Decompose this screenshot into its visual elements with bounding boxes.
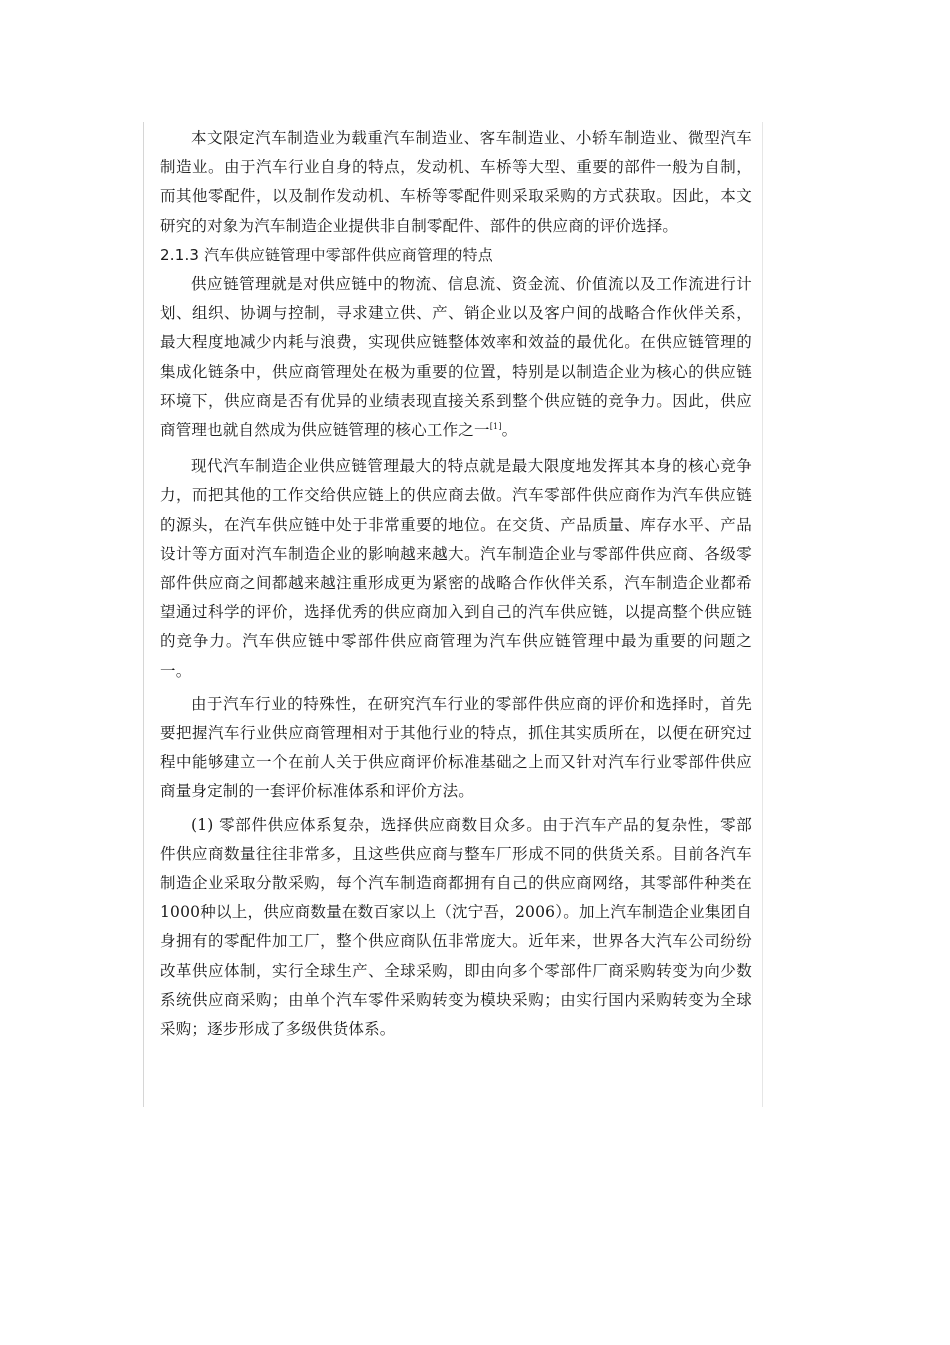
section-heading (160, 241, 752, 270)
paragraph-modern-supply-chain: 现代汽车制造企业供应链管理最大的特点就是最大限度地发挥其本身的核心竞争力，而把其他的工作交给供应链上的供应商去做。汽车零部件供应商作为汽车供应链的源头，在汽车供应链中处于非常重要的地位。在交货、产品质量、库存水平、产品设计等方面对汽车制造企业的影响越来越大。汽车制造企业与零部件供应商、各级零部件供应商之间都越来越注重形成更为紧密的战略合作伙伴关系，汽车制造企业都希望通过科学的评价，选择优秀的供应商加入到自己的汽车供应链，以提高整个供应链的竞争力。汽车供应链中零部件供应商管理为汽车供应链管理中最为重要的问题之一。 (160, 457, 752, 680)
paragraph-industry-characteristics: 由于汽车行业的特殊性，在研究汽车行业的零部件供应商的评价和选择时，首先要把握汽车行业供应商管理相对于其他行业的特点，抓住其实质所在，以便在研究过程中能够建立一个在前人关于供应商评价标准基础之上而又针对汽车行业零部件供应商量身定制的一套评价标准体系和评价方法。 (160, 694, 752, 801)
citation-reference: [1] (489, 421, 502, 431)
document-body (160, 124, 752, 1044)
paragraph-text: 供应链管理就是对供应链中的物流、信息流、资金流、价值流以及工作流进行计划、组织、协调与控制，寻求建立供、产、销企业以及客户间的战略合作伙伴关系，最大程度地减少内耗与浪费，实现供应链整体效率和效益的最优化。在供应链管理的集成化链条中，供应商管理处在极为重要的位置，特别是以制造企业为核心的供应链环境下，供应商是否有优异的业绩表现直接关系到整个供应链的竞争力。因此，供应商管理也就自然成为供应链管理的核心工作之一 (160, 275, 752, 440)
section-number: 2.1.3 (160, 245, 200, 264)
paragraph-supply-chain-management (160, 270, 752, 445)
paragraph-point-one: (1) 零部件供应体系复杂，选择供应商数目众多。由于汽车产品的复杂性，零部件供应商数量往往非常多，且这些供应商与整车厂形成不同的供货关系。目前各汽车制造企业采取分散采购，每个汽车制造商都拥有自己的供应商网络，其零部件种类在1000种以上，供应商数量在数百家以上（沈宁吾，2006）。加上汽车制造企业集团自身拥有的零配件加工厂，整个供应商队伍非常庞大。近年来，世界各大汽车公司纷纷改革供应体制，实行全球生产、全球采购，即由向多个零部件厂商采购转变为向少数系统供应商采购；由单个汽车零件采购转变为模块采购；由实行国内采购转变为全球采购；逐步形成了多级供货体系。 (160, 815, 752, 1039)
paragraph-end: 。 (501, 421, 518, 440)
paragraph-scope: 本文限定汽车制造业为载重汽车制造业、客车制造业、小轿车制造业、微型汽车制造业。由于汽车行业自身的特点，发动机、车桥等大型、重要的部件一般为自制，而其他零配件，以及制作发动机、车桥等零配件则采取采购的方式获取。因此，本文研究的对象为汽车制造企业提供非自制零配件、部件的供应商的评价选择。 (160, 129, 752, 235)
section-title: 汽车供应链管理中零部件供应商管理的特点 (204, 245, 493, 264)
